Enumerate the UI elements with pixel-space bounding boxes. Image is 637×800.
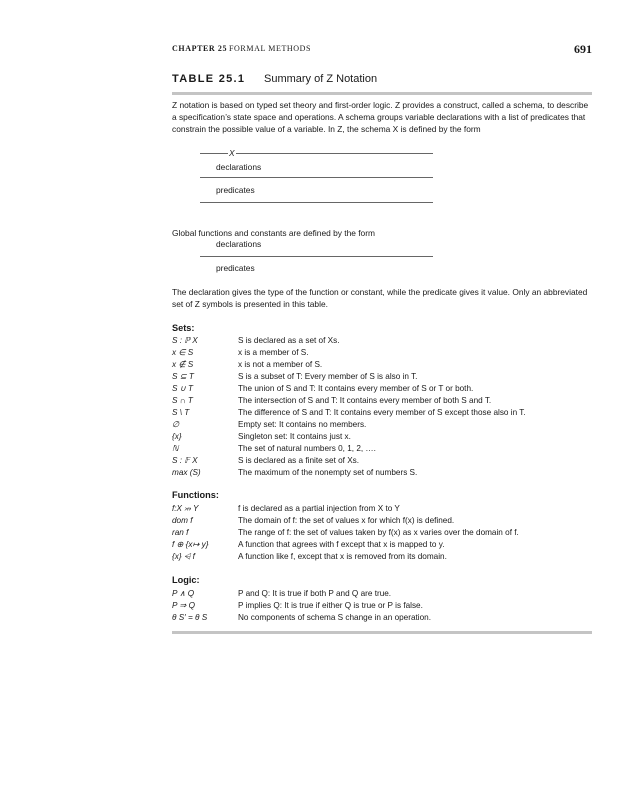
table-label: TABLE 25.1 — [172, 73, 246, 85]
row-description: P and Q: It is true if both P and Q are true. — [238, 589, 392, 598]
global-predicates: predicates — [216, 263, 255, 273]
row-description: P implies Q: It is true if either Q is true or P is false. — [238, 601, 423, 610]
table-row — [172, 503, 592, 514]
row-description: The range of f: the set of values taken by f(x) as x varies over the domain of f. — [238, 528, 519, 537]
row-description: S is declared as a set of Xs. — [238, 336, 340, 345]
row-symbol: x ∉ S — [172, 360, 194, 369]
row-symbol: dom f — [172, 516, 193, 525]
row-symbol: S ⊆ T — [172, 372, 194, 381]
table-row — [172, 539, 592, 550]
table-caption: Summary of Z Notation — [264, 73, 378, 85]
row-description: The difference of S and T: It contains every member of S except those also in T. — [238, 408, 526, 417]
row-description: Singleton set: It contains just x. — [238, 432, 351, 441]
intro-paragraph: Z notation is based on typed set theory and first-order logic. Z provides a construct, called a schema, to describe a specification’s state space and operations. A schema groups variable declarations with a list of predicates that constrain the possible value of a variable. In Z, the schema X is defined by the form — [172, 100, 589, 135]
table-row — [172, 612, 592, 623]
row-symbol: S \ T — [172, 408, 190, 417]
row-description: The maximum of the nonempty set of numbers S. — [238, 468, 418, 477]
schema-name: X — [229, 148, 235, 158]
table-row — [172, 359, 592, 370]
row-symbol: {x} — [172, 432, 182, 441]
global-declarations: declarations — [216, 239, 262, 249]
global-divider-line — [200, 256, 433, 257]
table-row — [172, 455, 592, 466]
row-description: The domain of f: the set of values x for which f(x) is defined. — [238, 516, 455, 525]
row-description: Empty set: It contains no members. — [238, 420, 367, 429]
row-description: A function like f, except that x is removed from its domain. — [238, 552, 447, 561]
table-row — [172, 588, 592, 599]
schema-declarations: declarations — [216, 162, 262, 172]
table-row — [172, 515, 592, 526]
table-row — [172, 527, 592, 538]
schema-middle-line — [200, 177, 433, 178]
row-symbol: {x} ⩤ f — [172, 552, 195, 561]
schema-bottom-line — [200, 202, 433, 203]
row-symbol: f ⊕ {x↦ y} — [172, 540, 209, 549]
table-row — [172, 347, 592, 358]
row-symbol: x ∈ S — [172, 348, 194, 357]
chapter-label: CHAPTER 25 — [172, 44, 228, 53]
table-row — [172, 383, 592, 394]
table-row — [172, 467, 592, 478]
row-description: A function that agrees with f except that x is mapped to y. — [238, 540, 445, 549]
table-top-rule — [172, 92, 592, 95]
schema-predicates: predicates — [216, 185, 255, 195]
page-number: 691 — [574, 42, 592, 56]
row-symbol: S ∩ T — [172, 396, 193, 405]
row-description: x is a member of S. — [238, 348, 309, 357]
row-description: S is declared as a finite set of Xs. — [238, 456, 360, 465]
row-symbol: ∅ — [172, 420, 180, 429]
table-row — [172, 600, 592, 611]
row-symbol: S : 𝔽 X — [172, 456, 198, 465]
row-symbol: P ∧ Q — [172, 589, 195, 598]
row-symbol: S : ℙ X — [172, 336, 198, 345]
row-symbol: f:X ⤔ Y — [172, 504, 199, 513]
row-symbol: θ S′ = θ S — [172, 613, 208, 622]
row-description: f is declared as a partial injection from X to Y — [238, 504, 400, 513]
row-description: The set of natural numbers 0, 1, 2, …. — [238, 444, 376, 453]
logic-section-title: Logic: — [172, 575, 200, 585]
row-description: The intersection of S and T: It contains every member of both S and T. — [238, 396, 492, 405]
table-row — [172, 395, 592, 406]
table-row — [172, 335, 592, 346]
row-symbol: S ∪ T — [172, 384, 194, 393]
row-description: No components of schema S change in an operation. — [238, 613, 431, 622]
table-row — [172, 419, 592, 430]
declaration-paragraph: The declaration gives the type of the function or constant, while the predicate gives it value. Only an abbreviated set of Z symbols is presented in this table. — [172, 287, 588, 310]
table-bottom-rule — [172, 631, 592, 634]
chapter-title: FORMAL METHODS — [229, 44, 312, 53]
table-row — [172, 551, 592, 562]
row-description: x is not a member of S. — [238, 360, 323, 369]
table-row — [172, 431, 592, 442]
table-row — [172, 443, 592, 454]
sets-section-title: Sets: — [172, 323, 195, 333]
table-row — [172, 407, 592, 418]
row-description: S is a subset of T: Every member of S is also in T. — [238, 372, 418, 381]
table-row — [172, 371, 592, 382]
row-symbol: ran f — [172, 528, 189, 537]
row-description: The union of S and T: It contains every member of S or T or both. — [238, 384, 474, 393]
table-heading — [172, 73, 592, 85]
global-paragraph: Global functions and constants are defined by the form — [172, 228, 375, 238]
row-symbol: ℕ — [172, 444, 179, 453]
row-symbol: P ⇒ Q — [172, 601, 195, 610]
functions-section-title: Functions: — [172, 490, 219, 500]
row-symbol: max (S) — [172, 468, 201, 477]
running-head — [172, 43, 592, 57]
